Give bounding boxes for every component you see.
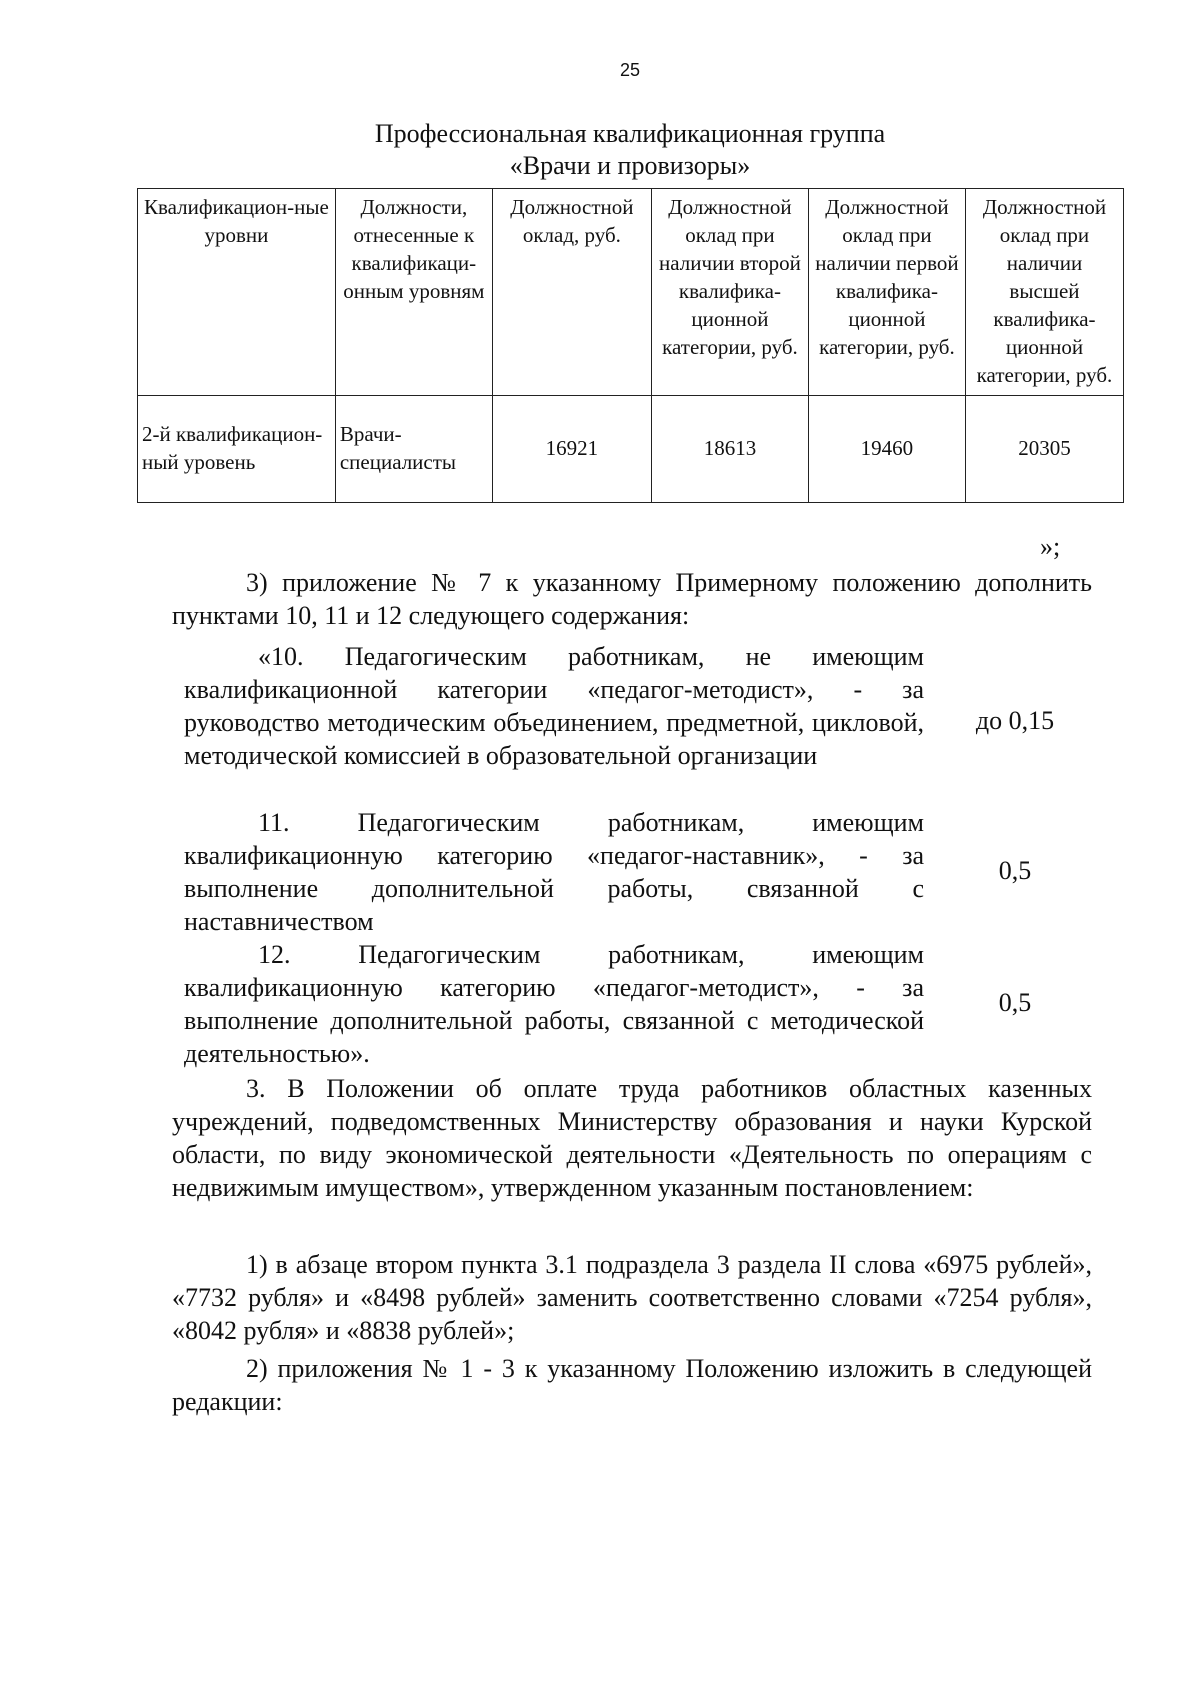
- header-cell: Должностной оклад, руб.: [492, 189, 651, 396]
- table-row: [138, 396, 1124, 503]
- header-cell: Должности, отнесенные к квалификаци-онным уровням: [335, 189, 492, 396]
- header-cell: Должностной оклад при наличии высшей квалифика-ционной категории, руб.: [965, 189, 1123, 396]
- list-item-11: 11. Педагогическим работникам, имеющим квалификационную категорию «педагог-наставник», - за выполнение дополнительной работы, связанной с наставничеством: [184, 808, 924, 936]
- page-number: 25: [619, 60, 641, 80]
- header-cell: Должностной оклад при наличии первой квалифика-ционной категории, руб.: [808, 189, 965, 396]
- salary-second-cell: 18613: [651, 396, 808, 503]
- salary-table: [137, 188, 1124, 503]
- subpoint-1: 1) в абзаце втором пункта 3.1 подраздела 3 раздела II слова «6975 рублей», «7732 рубля» и «8498 рублей» заменить соответственно словами «7254 рубля», «8042 рубля» и «8838 рублей»;: [172, 1250, 1092, 1345]
- section-3-paragraph: 3. В Положении об оплате труда работников областных казенных учреждений, подведомственных Министерству образования и науки Курской области, по виду экономической деятельности «Деятельность по операциям с недвижимым имуществом», утвержденном указанным постановлением:: [172, 1074, 1092, 1202]
- closing-quote-mark: »;: [1040, 532, 1061, 561]
- table-header-row: [138, 189, 1124, 396]
- salary-first-cell: 19460: [808, 396, 965, 503]
- item-12-value: 0,5: [998, 988, 1032, 1017]
- page-title: [0, 118, 1200, 182]
- header-cell: Квалификацион-ные уровни: [138, 189, 336, 396]
- item-10-value: до 0,15: [975, 706, 1055, 735]
- header-cell: Должностной оклад при наличии второй квалифика-ционной категории, руб.: [651, 189, 808, 396]
- position-cell: Врачи-специалисты: [335, 396, 492, 503]
- list-item-10: «10. Педагогическим работникам, не имеющим квалификационной категории «педагог-методист», - за руководство методическим объединением, предметной, цикловой, методической комиссией в образовательной организации: [184, 642, 924, 770]
- level-cell: 2-й квалификацион-ный уровень: [138, 396, 336, 503]
- title-line-1: Профессиональная квалификационная группа: [374, 119, 886, 148]
- subpoint-2: 2) приложения № 1 - 3 к указанному Положению изложить в следующей редакции:: [172, 1354, 1092, 1416]
- paragraph-3-intro: 3) приложение № 7 к указанному Примерному положению дополнить пунктами 10, 11 и 12 следующего содержания:: [172, 568, 1092, 630]
- title-line-2: «Врачи и провизоры»: [509, 151, 751, 180]
- salary-highest-cell: 20305: [965, 396, 1123, 503]
- salary-cell: 16921: [492, 396, 651, 503]
- item-11-value: 0,5: [998, 856, 1032, 885]
- list-item-12: 12. Педагогическим работникам, имеющим квалификационную категорию «педагог-методист», - за выполнение дополнительной работы, связанной с методической деятельностью».: [184, 940, 924, 1068]
